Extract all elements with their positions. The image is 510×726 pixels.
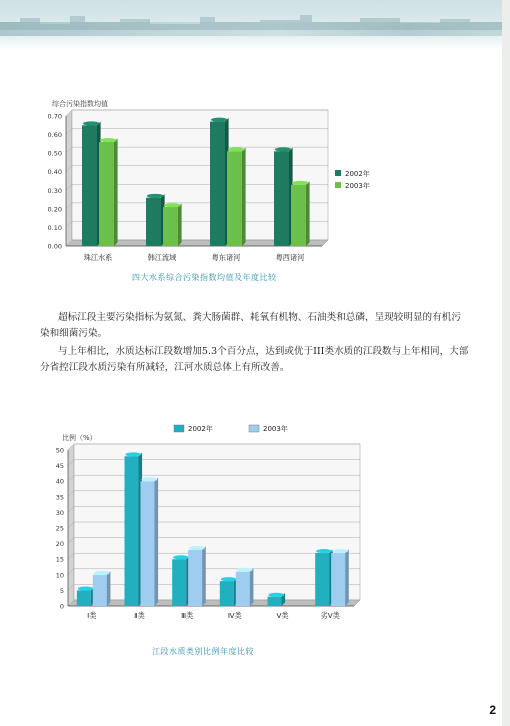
bar-side xyxy=(178,203,182,246)
bar-front xyxy=(172,559,186,606)
bar-top xyxy=(211,118,228,122)
pollution-index-chart xyxy=(40,96,390,268)
bar-top xyxy=(237,568,253,572)
bar-front xyxy=(141,481,155,606)
paragraph-1: 超标江段主要污染指标为氨氮、粪大肠菌群、耗氧有机物、石油类和总磷，呈现较明显的有机污染和细菌污染。 xyxy=(40,312,461,339)
bar-front xyxy=(331,553,345,606)
bar xyxy=(227,147,246,246)
bar-side xyxy=(242,148,246,246)
bar-top xyxy=(164,203,181,207)
bar-front xyxy=(227,151,242,246)
bar-front xyxy=(220,581,234,606)
bar-top xyxy=(316,549,332,553)
bar-front xyxy=(291,185,306,246)
bar xyxy=(315,549,333,606)
y-tick-label: 5 xyxy=(59,586,64,595)
bar-top xyxy=(173,555,189,559)
bar-top xyxy=(275,147,292,151)
bar xyxy=(125,452,143,606)
legend-label: 2003年 xyxy=(263,425,288,433)
bar xyxy=(236,568,254,606)
bar-front xyxy=(274,151,289,246)
x-tick-label: Ⅳ类 xyxy=(227,611,242,620)
y-tick-label: 0.70 xyxy=(47,112,62,121)
bar-top xyxy=(292,181,309,185)
bar-front xyxy=(210,122,225,246)
paragraph-2: 与上年相比，水质达标江段数增加5.3个百分点，达到或优于III类水质的江段数与上年相同，大部分省控江段水质污染有所减轻，江河水质总体上有所改善。 xyxy=(40,346,469,373)
bar xyxy=(99,138,118,246)
bar-front xyxy=(93,575,107,606)
bar-top xyxy=(141,477,157,481)
x-tick-label: Ⅴ类 xyxy=(276,611,289,620)
bar xyxy=(268,593,286,606)
chart2-caption: 江段水质类别比例年度比较 xyxy=(152,647,254,656)
bar xyxy=(146,194,165,246)
bar-top xyxy=(94,571,110,575)
skyline-decoration xyxy=(0,10,510,30)
bar-top xyxy=(125,452,141,456)
x-tick-label: 韩江流域 xyxy=(147,253,177,262)
bar-front xyxy=(99,142,114,246)
bar xyxy=(274,147,293,246)
legend-label: 2003年 xyxy=(345,182,370,190)
y-tick-label: 0.00 xyxy=(47,242,62,251)
bar-top xyxy=(228,147,245,151)
y-tick-label: 0.30 xyxy=(47,186,62,195)
water-quality-class-chart xyxy=(44,420,374,630)
x-tick-label: Ⅱ类 xyxy=(134,611,145,620)
bar-side xyxy=(202,546,206,606)
y-tick-label: 20 xyxy=(55,540,64,549)
bar-front xyxy=(268,597,282,606)
bar-top xyxy=(83,121,100,125)
x-tick-label: 粤东诸河 xyxy=(211,253,241,262)
x-tick-label: Ⅰ类 xyxy=(87,611,97,620)
y-axis-label: 综合污染指数均值 xyxy=(52,100,108,108)
bar-side xyxy=(306,181,310,246)
y-tick-label: 0.20 xyxy=(47,205,62,214)
legend-label: 2002年 xyxy=(188,425,213,433)
y-tick-label: 30 xyxy=(55,508,64,517)
bar-front xyxy=(146,198,161,246)
y-tick-label: 50 xyxy=(55,446,64,455)
bar-front xyxy=(236,572,250,606)
bar xyxy=(188,546,206,606)
side-wall xyxy=(66,110,72,246)
legend-swatch xyxy=(174,425,184,432)
y-tick-label: 35 xyxy=(55,493,64,502)
bar-top xyxy=(189,546,205,550)
bar-side xyxy=(107,571,111,606)
bar-top xyxy=(221,577,237,581)
bar-top xyxy=(100,138,117,142)
x-tick-label: 粤西诸河 xyxy=(275,253,305,262)
y-axis-label: 比例（%） xyxy=(62,434,97,442)
y-tick-label: 0.40 xyxy=(47,168,62,177)
x-tick-label: 劣Ⅴ类 xyxy=(320,611,340,620)
bar-front xyxy=(82,125,97,246)
y-tick-label: 0.60 xyxy=(47,131,62,140)
bar-front xyxy=(163,207,178,246)
bar xyxy=(220,577,238,606)
page-number: 2 xyxy=(489,703,496,717)
bar-top xyxy=(268,593,284,597)
bar xyxy=(172,555,190,606)
y-tick-label: 40 xyxy=(55,477,64,486)
bar-side xyxy=(250,568,254,606)
bar-side xyxy=(155,478,159,606)
bar xyxy=(210,118,229,246)
bar-front xyxy=(125,456,139,606)
bar-front xyxy=(188,550,202,606)
bar-top xyxy=(147,194,164,198)
y-tick-label: 0.10 xyxy=(47,223,62,232)
bar-top xyxy=(78,587,94,591)
y-tick-label: 25 xyxy=(55,524,64,533)
y-tick-label: 0.50 xyxy=(47,149,62,158)
bar xyxy=(82,121,101,246)
bar-top xyxy=(332,549,348,553)
x-tick-label: 珠江水系 xyxy=(83,253,113,262)
y-tick-label: 0 xyxy=(59,602,64,611)
y-tick-label: 15 xyxy=(55,555,64,564)
header-banner xyxy=(0,0,510,50)
bar-front xyxy=(315,553,329,606)
bar xyxy=(291,181,310,246)
legend-label: 2002年 xyxy=(345,170,370,178)
legend-swatch xyxy=(335,170,341,176)
page-edge xyxy=(502,0,510,726)
bar xyxy=(141,477,159,606)
bar xyxy=(77,587,95,607)
chart1-caption: 四大水系综合污染指数均值及年度比较 xyxy=(132,273,277,282)
bar-side xyxy=(114,138,118,246)
y-tick-label: 10 xyxy=(55,571,64,580)
bar xyxy=(163,203,182,246)
bar-side xyxy=(345,549,349,606)
y-tick-label: 45 xyxy=(55,462,64,471)
legend-swatch xyxy=(249,425,259,432)
bar-front xyxy=(77,590,91,606)
bar xyxy=(331,549,349,606)
bar xyxy=(93,571,111,606)
x-tick-label: Ⅲ类 xyxy=(181,611,194,620)
legend-swatch xyxy=(335,182,341,188)
